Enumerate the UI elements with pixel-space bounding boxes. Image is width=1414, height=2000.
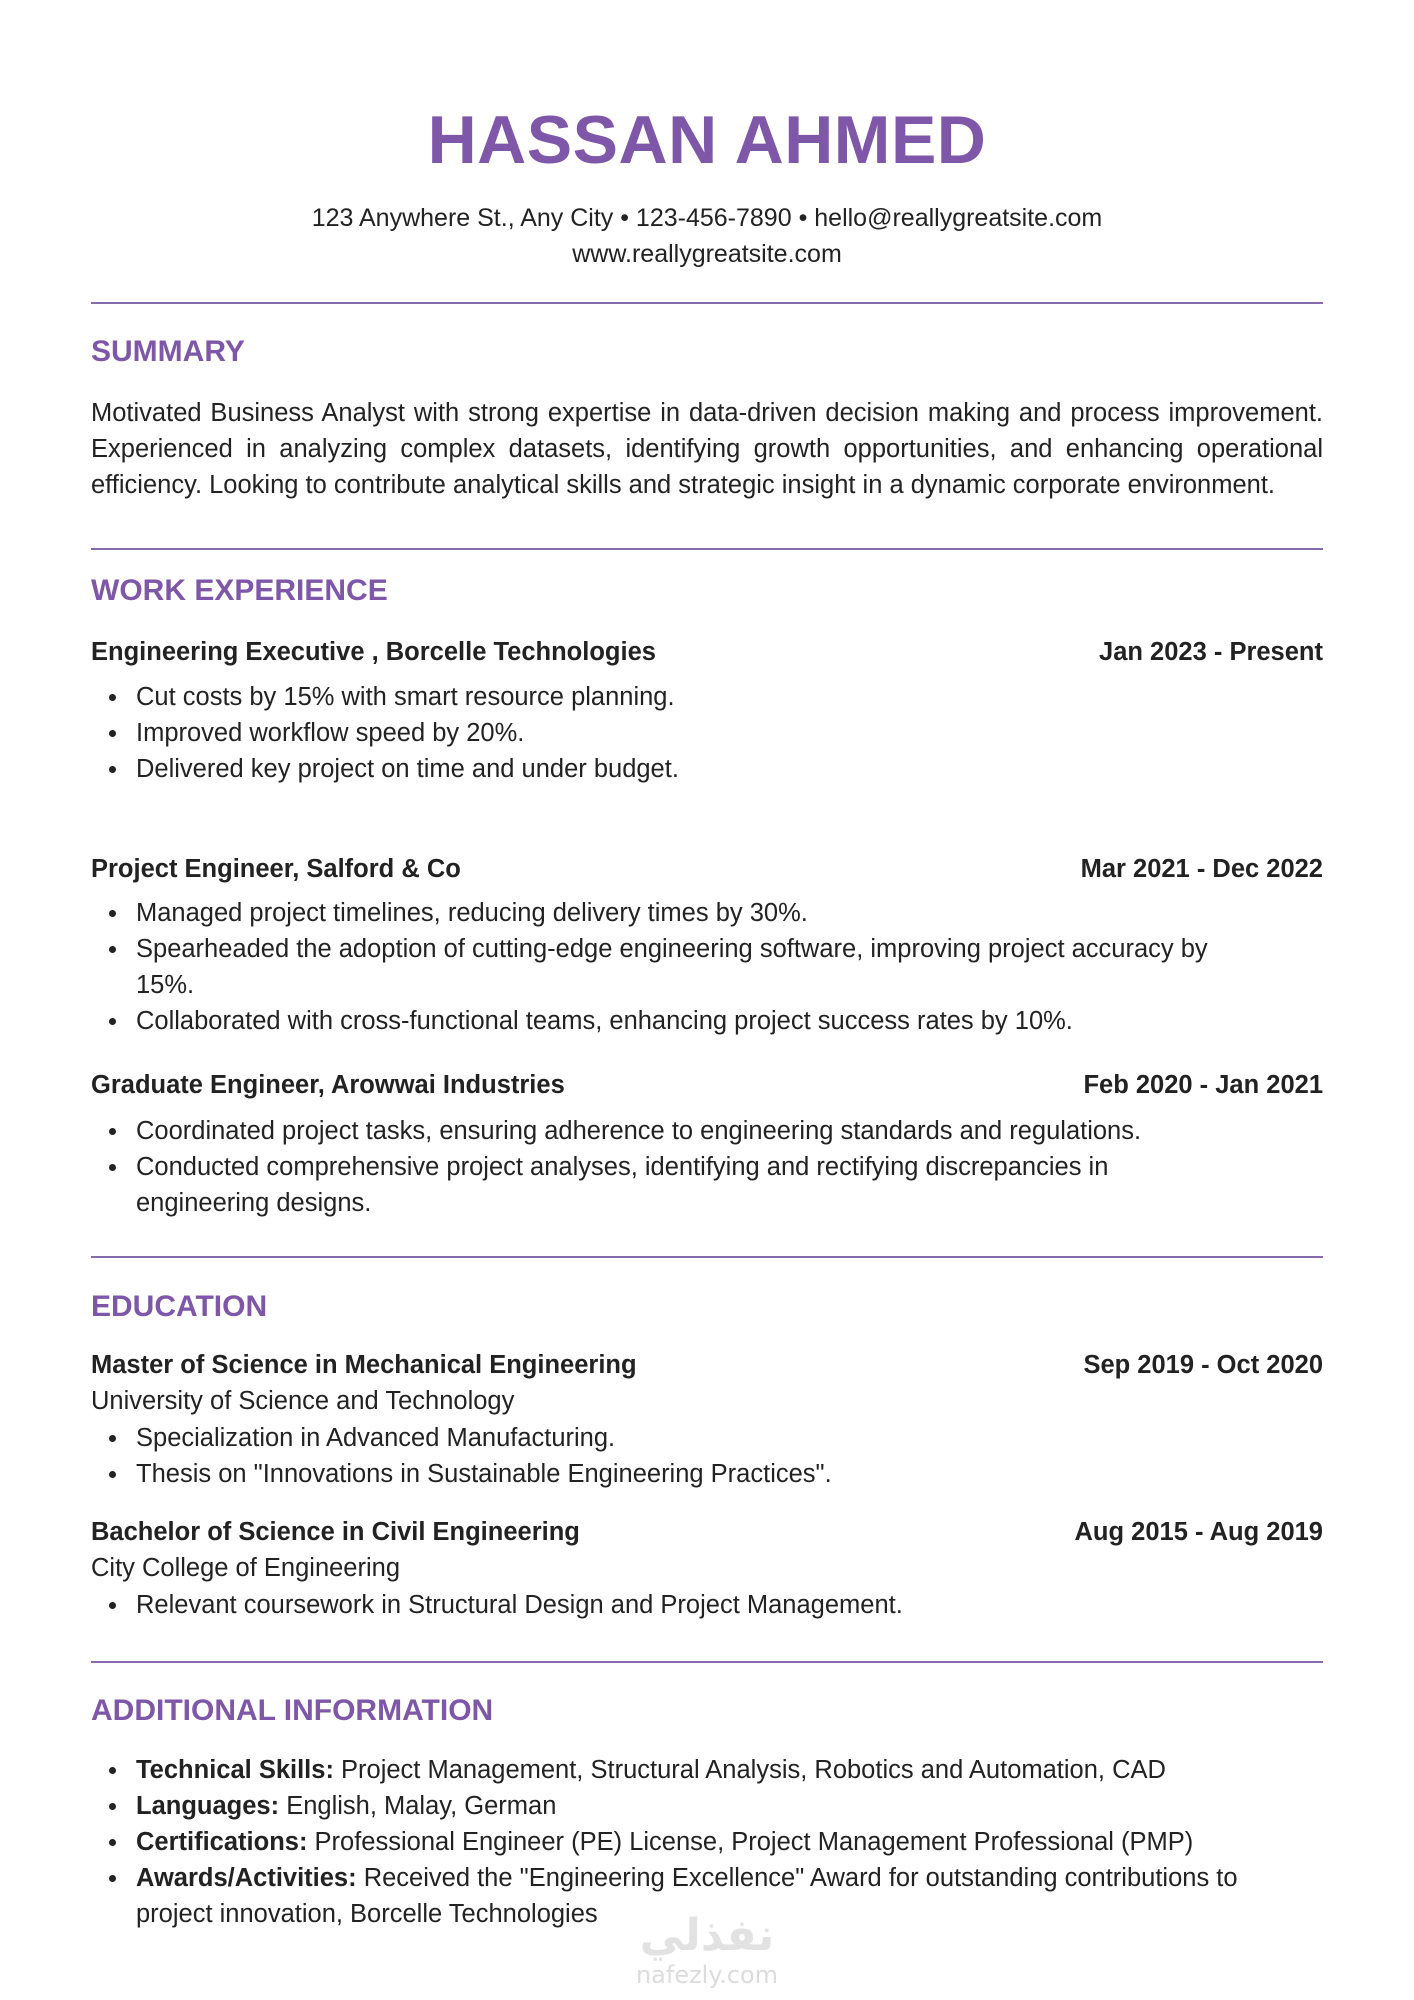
section-title-education: EDUCATION <box>91 1290 268 1323</box>
bullet-item: Specialization in Advanced Manufacturing. <box>91 1420 1241 1456</box>
divider <box>91 1661 1323 1663</box>
item-value: English, Malay, German <box>279 1792 557 1820</box>
watermark-site-name: nafezly.com <box>635 1961 779 1989</box>
bullet-item: Cut costs by 15% with smart resource planning. <box>91 679 1241 715</box>
item-label: Certifications: <box>136 1828 308 1856</box>
job-role: Project Engineer, Salford & Co <box>91 855 461 883</box>
bullet-item: Conducted comprehensive project analyses, identifying and rectifying discrepancies in engineering designs. <box>91 1149 1241 1221</box>
additional-item-languages <box>91 1788 1241 1824</box>
job-role: Graduate Engineer, Arowwai Industries <box>91 1071 565 1099</box>
bullet-item: Collaborated with cross-functional teams, enhancing project success rates by 10%. <box>91 1003 1241 1039</box>
item-label: Technical Skills: <box>136 1756 334 1784</box>
degree-title: Bachelor of Science in Civil Engineering <box>91 1518 580 1546</box>
additional-item-awards <box>91 1860 1241 1932</box>
degree-title: Master of Science in Mechanical Engineering <box>91 1351 637 1379</box>
additional-item-technical-skills <box>91 1752 1241 1788</box>
job-bullets <box>91 1113 1241 1221</box>
bullet-item: Improved workflow speed by 20%. <box>91 715 1241 751</box>
job-bullets <box>91 895 1241 1039</box>
education-header <box>91 1516 1323 1548</box>
additional-item-certifications <box>91 1824 1241 1860</box>
divider <box>91 548 1323 550</box>
contact-info <box>91 200 1323 272</box>
item-value: Received the "Engineering Excellence" Award for outstanding contributions to project innovation, Borcelle Technologies <box>136 1864 1238 1928</box>
education-bullets <box>91 1587 1241 1623</box>
job-dates: Jan 2023 - Present <box>1099 638 1323 666</box>
item-label: Awards/Activities: <box>136 1864 357 1892</box>
watermark-arabic-logo: نفذلي <box>639 1910 775 1961</box>
candidate-name: HASSAN AHMED <box>427 102 987 178</box>
job-dates: Feb 2020 - Jan 2021 <box>1083 1071 1323 1099</box>
job-header <box>91 636 1323 668</box>
bullet-item: Managed project timelines, reducing delivery times by 30%. <box>91 895 1241 931</box>
education-dates: Sep 2019 - Oct 2020 <box>1083 1351 1323 1379</box>
additional-info-list <box>91 1752 1241 1932</box>
section-title-work-experience: WORK EXPERIENCE <box>91 574 388 607</box>
bullet-item: Coordinated project tasks, ensuring adherence to engineering standards and regulations. <box>91 1113 1241 1149</box>
school-name: University of Science and Technology <box>91 1387 515 1415</box>
education-dates: Aug 2015 - Aug 2019 <box>1074 1518 1323 1546</box>
section-title-additional-information: ADDITIONAL INFORMATION <box>91 1694 494 1727</box>
item-label: Languages: <box>136 1792 280 1820</box>
summary-text: Motivated Business Analyst with strong expertise in data-driven decision making and process improvement. Experienced in analyzing complex datasets, identifying growth opportunities, and enhancing operational efficiency. Looking to contribute analytical skills and strategic insight in a dynamic corporate environment. <box>91 399 1323 499</box>
item-value: Project Management, Structural Analysis, Robotics and Automation, CAD <box>333 1756 1166 1784</box>
bullet-item: Thesis on "Innovations in Sustainable Engineering Practices". <box>91 1456 1241 1492</box>
job-dates: Mar 2021 - Dec 2022 <box>1080 855 1323 883</box>
bullet-item: Spearheaded the adoption of cutting-edge engineering software, improving project accuracy by 15%. <box>91 931 1241 1003</box>
job-bullets <box>91 679 1241 787</box>
education-header <box>91 1349 1323 1381</box>
bullet-item: Delivered key project on time and under budget. <box>91 751 1241 787</box>
school-name: City College of Engineering <box>91 1554 401 1582</box>
job-header <box>91 853 1323 885</box>
bullet-item: Relevant coursework in Structural Design and Project Management. <box>91 1587 1241 1623</box>
divider <box>91 1256 1323 1258</box>
job-header <box>91 1069 1323 1101</box>
contact-website: www.reallygreatsite.com <box>572 240 842 268</box>
section-title-summary: SUMMARY <box>91 335 245 368</box>
item-value: Professional Engineer (PE) License, Project Management Professional (PMP) <box>307 1828 1194 1856</box>
divider <box>91 302 1323 304</box>
job-role: Engineering Executive , Borcelle Technologies <box>91 638 656 666</box>
education-bullets <box>91 1420 1241 1492</box>
contact-address-phone-email: 123 Anywhere St., Any City • 123-456-7890 • hello@reallygreatsite.com <box>311 204 1103 232</box>
